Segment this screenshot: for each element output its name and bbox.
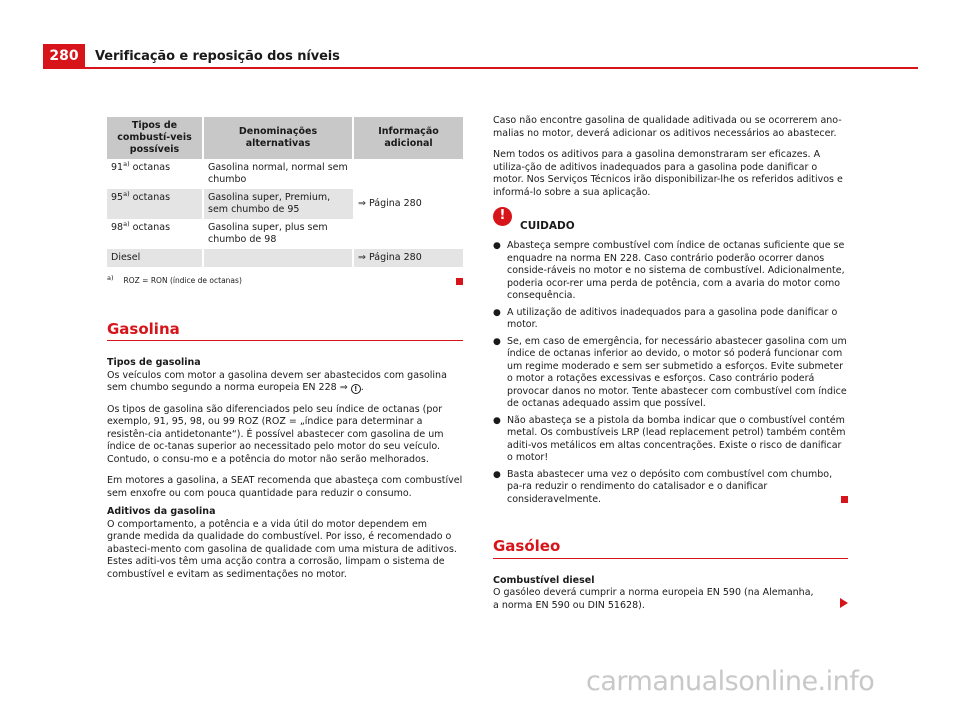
- paragraph: Caso não encontre gasolina de qualidade aditivada ou se ocorrerem ano-malias no motor, deverá adicionar os aditivos necessários ao abastecer.: [493, 115, 842, 139]
- subheading-aditivos: Aditivos da gasolina: [107, 506, 216, 517]
- header-rule: [43, 67, 918, 69]
- footnote-ref: a): [123, 159, 130, 168]
- caution-bullet: ● Basta abastecer uma vez o depósito com combustível com chumbo, pa-ra reduzir o rendimento do catalisador e o danificar consideravelmente.: [493, 469, 848, 507]
- continue-arrow-icon: [840, 598, 848, 608]
- table-row: [107, 249, 463, 267]
- footnote-text: ROZ = RON (índice de octanas): [123, 276, 242, 285]
- table-cell-alt-name: Gasolina super, plus sem chumbo de 98: [208, 222, 328, 245]
- table-row: [107, 159, 463, 189]
- paragraph: Os veículos com motor a gasolina devem ser abastecidos com gasolina sem chumbo segundo a norma europeia EN 228 ⇒ ! .: [107, 369, 447, 393]
- caution-title: CUIDADO: [520, 219, 575, 232]
- page-number: 280: [43, 44, 85, 68]
- table-cell-fuel-type: 95$^{a)}$ octanas: [107, 189, 203, 219]
- table-header-row: [107, 117, 463, 159]
- table-cell-info-link[interactable]: ⇒ Página 280: [353, 249, 463, 267]
- caution-bullet: ● Se, em caso de emergência, for necessário abastecer gasolina com um índice de octanas inferior ao devido, o motor só poderá funcionar com um regime moderado e sem ser submetido a esforços. Evite submeter o motor a rotações excessivas e esforços. Caso contrário poderá provocar danos no motor. Tente abastecer com combustível com índice de octanas adequado assim que possível.: [493, 335, 847, 409]
- caution-warning-icon: !: [493, 207, 512, 226]
- caution-bullet: ● Abasteça sempre combustível com índice de octanas suficiente que se enquadre na norma EN 228. Caso contrário poderão ocorrer danos conside-ráveis no motor e no sistema de combustível. Adicionalmente, poderia ocor-rer uma perda de potência, com a avaria do motor como consequência.: [493, 240, 845, 301]
- paragraph: Em motores a gasolina, a SEAT recomenda que abasteça com combustível sem enxofre ou com pouca quantidade para reduzir o consumo.: [107, 475, 463, 499]
- subheading-tipos-gasolina: Tipos de gasolina: [107, 357, 201, 368]
- footnote-ref: a): [123, 219, 130, 228]
- footnote-ref: a): [123, 189, 130, 198]
- caution-bullet: ● Não abasteça se a pistola da bomba indicar que o combustível contém metal. Os combustíveis LRP (lead replacement petrol) também contêm aditi-vos metálicos em altas concentrações. Existe o risco de danificar o motor!: [493, 414, 846, 463]
- end-of-section-marker: [841, 496, 848, 503]
- subheading-combustivel-diesel: Combustível diesel: [493, 574, 595, 586]
- page-title: Verificação e reposição dos níveis: [95, 49, 340, 64]
- bullet-dot: ●: [493, 307, 501, 318]
- section-heading-gasolina: Gasolina: [107, 323, 463, 342]
- bullet-dot: ●: [493, 469, 501, 480]
- table-cell-fuel-type: 91$^{a)}$ octanas: [107, 159, 203, 189]
- paragraph: Nem todos os aditivos para a gasolina demonstraram ser eficazes. A utiliza-ção de aditivos inadequados para a gasolina pode danificar o motor. Nos Serviços Técnicos irão disponibilizar-lhe os referidos aditivos e informá-lo sobre a sua aplicação.: [493, 149, 843, 198]
- right-column: [493, 115, 848, 621]
- table-cell-info-link[interactable]: ⇒ Página 280: [353, 159, 463, 249]
- fuel-table: [107, 117, 463, 267]
- table-footnote: [107, 275, 463, 288]
- bullet-dot: ●: [493, 415, 501, 426]
- left-column: [107, 117, 463, 590]
- table-cell-alt-name: Gasolina normal, normal sem chumbo: [203, 159, 353, 189]
- bullet-dot: ●: [493, 241, 501, 251]
- footnote-mark: a): [107, 274, 114, 282]
- table-cell-fuel-type: 98$^{a)}$ octanas: [107, 219, 203, 249]
- table-cell-alt-name: Gasolina super, Premium, sem chumbo de 95: [203, 189, 353, 219]
- caution-header: [493, 208, 848, 232]
- bullet-dot: ●: [493, 336, 501, 347]
- caution-bullet: ● A utilização de aditivos inadequados para a gasolina pode danificar o motor.: [493, 306, 838, 330]
- table-cell-fuel-type: Diesel: [107, 249, 203, 267]
- table-header-alt-names: Denominações alternativas: [203, 117, 353, 159]
- warning-icon[interactable]: !: [351, 384, 361, 394]
- paragraph: O gasóleo deverá cumprir a norma europeia EN 590 (na Alemanha, a norma EN 590 ou DIN 51628).: [493, 587, 848, 612]
- watermark-text: carmanualsonline.info: [586, 666, 875, 697]
- table-header-additional-info: Informação adicional: [353, 117, 463, 159]
- section-heading-gasoleo: Gasóleo: [493, 540, 848, 559]
- paragraph: O comportamento, a potência e a vida útil do motor dependem em grande medida da qualidade do combustível. Por isso, é recomendado o abasteci-mento com gasolina de qualidade com uma mistura de aditivos. Estes aditi-vos têm uma acção contra a corrosão, limpam o sistema de combustível e evitam as sedimentações no motor.: [107, 518, 457, 580]
- table-cell-alt-name: [203, 249, 353, 267]
- paragraph: Os tipos de gasolina são diferenciados pelo seu índice de octanas (por exemplo, 91, 95, 98, ou 99 ROZ (ROZ = „índice para determinar a resistên-cia antidetonante“). É possível abastecer com gasolina de um índice de oc-tanas superior ao necessitado pelo motor do seu veículo. Contudo, o consu-mo e a potência do motor não serão melhorados.: [107, 403, 444, 465]
- table-header-fuel-type: Tipos de combustí-veis possíveis: [107, 117, 203, 159]
- end-of-section-marker: [456, 278, 463, 285]
